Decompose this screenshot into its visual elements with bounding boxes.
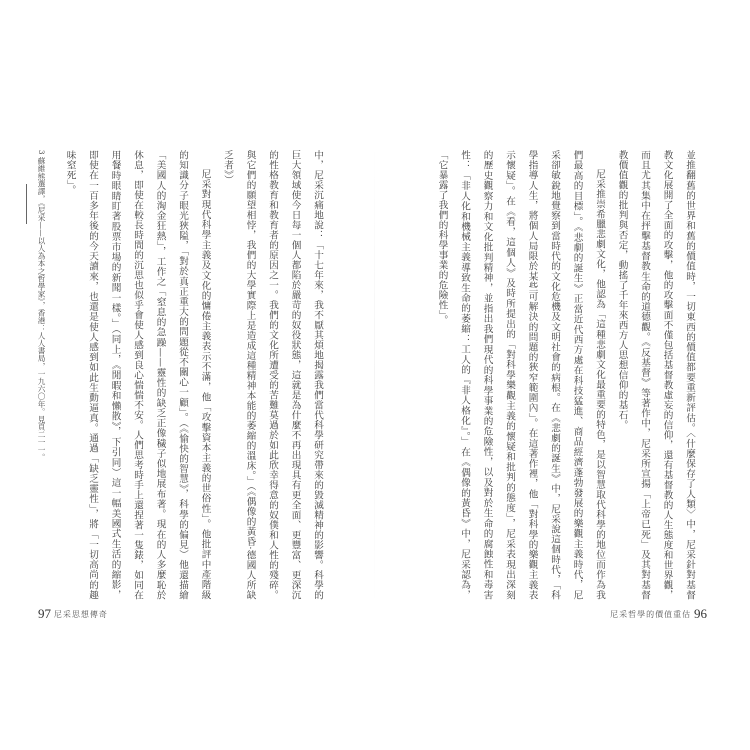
- right-running-title: 尼采哲學的價值重估: [610, 610, 692, 619]
- right-page: [375, 0, 750, 750]
- left-running-title: 尼采思想傳奇: [53, 610, 108, 619]
- footnote: [30, 150, 48, 520]
- right-body-text: [430, 150, 700, 600]
- footnote-rule: [26, 184, 27, 224]
- left-paragraph-2: 尼采對現代科學主義及文化的慵倦主義表示不滿，他「攻擊資本主義的世俗性」。他批評中產階級的知識分子眼光狹隘，「對於真正重大的問題從不關心一顧」。（《愉快的智慧》，科學的偏見）他還描繪「美國人的淘金狂熱」，工作之「窒息的急躁——靈性的缺乏正像穢子似地展布著。現在的人多麼恥於休息，即使在較長時間的沉思也似乎會使人感到良心惴惴不安。人們思考時手上還捏著一隻錶，如同在用餐時眼睛盯著股票市場的新聞一樣。」（同上，《閒暇和懶散》，下引同）這一幅美國式生活的縮影，即使在一百多年後的今天讀來，也還是使人感到如此生動逼真。通過「缺乏靈性」，將「一切高尚的趣味窒死」。: [64, 150, 211, 600]
- right-page-number: 96: [694, 606, 707, 621]
- left-body-text: [64, 150, 328, 600]
- footnote-text: 蘇維熊選譯，《尼采——以人為本之哲學家》，香港：人人書局，一九六〇年。見頁二一一。: [37, 156, 46, 461]
- right-paragraph-1: 並推翻舊的世界和舊的價值時，一切東西的價值都要重新評估。〈什麼保存了人類〉中，尼采針對基督教文化展開了全面的攻擊，他的攻擊面不僅包括基督教虛妄的信仰，還有基督教的人生態度和世界觀，而且尤其集中在抨擊基督教生命的道德觀。《反基督》等著作中，尼采所宣揚「上帝已死」及其對基督教價值觀的批判與否定，動搖了千年來西方人思想信仰的基石。: [616, 150, 695, 600]
- left-folio: [38, 606, 108, 622]
- left-page-number: 97: [38, 606, 51, 621]
- footnote-number: 3: [37, 150, 45, 155]
- left-paragraph-1: 中，尼采沉痛地說：「十七年來，我不厭其煩地揭露我們當代科學研究帶來的毀滅精神的影響。科學的巨大領域使今日每一個人都陷於嚴苛的奴役狀態，這就是為什麼不再出現具有更全面、更豐富、更深沉的性格教育和教育者的原因之一。我們的文化所遭受的苦難莫過於如此欣幸得意的奴僕和人性的殘碎。與它們的願望相悖，我們的大學實際上是造成這種精神本能的萎縮的溫床。」（《偶像的黃昏·德國人所缺乏者》）: [222, 150, 323, 600]
- right-paragraph-2: 尼采推崇希臘悲劇文化，他認為「這種悲劇文化最重要的特色，是以智慧取代科學的地位而作為我們最高的目標」。《悲劇的誕生》正當近代西方處在科技猛進、商品經濟蓬勃發展的樂觀主義時代，尼采卻敏銳地覺察到當時代的文化危機及文明社會的病根。在《悲劇的誕生》中，尼采說這個時代，「科學指導人生，將個人局限於某些可解決的問題的狹窄範圍內」。在這著作裡，他「對科學的樂觀主義表示懷疑」。在《看，這個人》及時所提出的「對科學樂觀主義的懷疑和批判的態度」，尼采表現出深刻的歷史觀察力和文化批判精神，並指出我們現代的科學事業的危險性，以及對於生命的腐蝕性和毒害性：「非人化和機械主義導致生命的萎縮：工人的『非人格化』。」在《偶像的黃昏》中，尼采認為，「它暴露了我們的科學事業的危險性」。: [436, 150, 605, 600]
- right-folio: [610, 606, 707, 622]
